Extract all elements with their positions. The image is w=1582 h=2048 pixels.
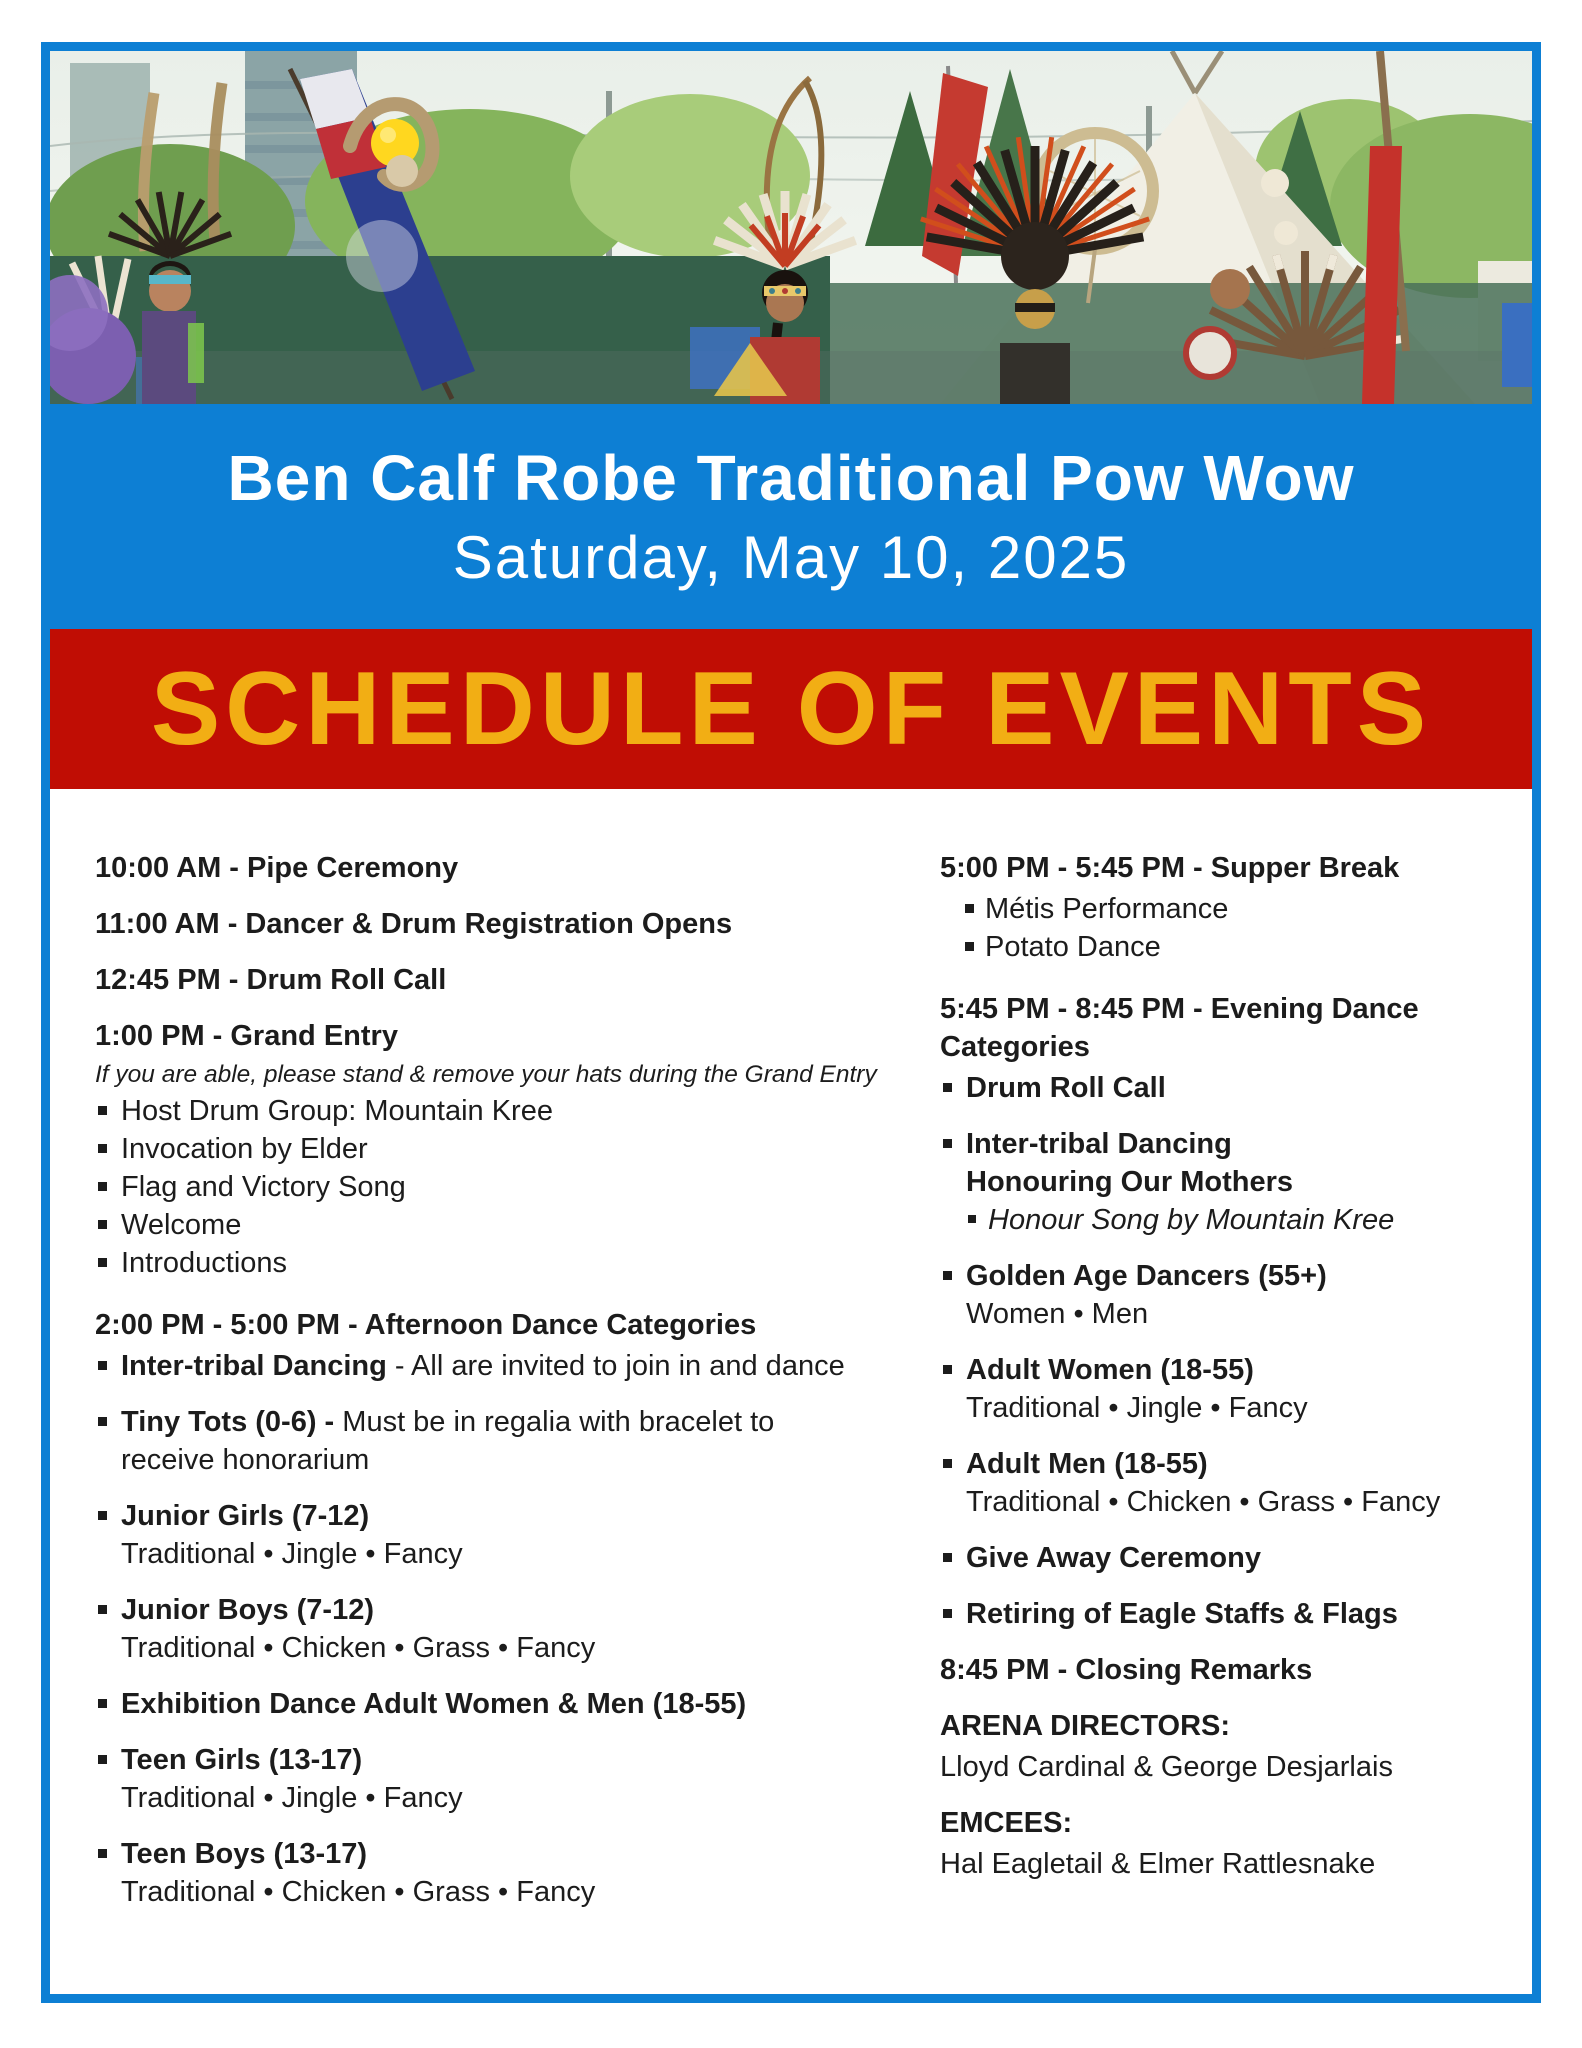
schedule-banner-title: SCHEDULE OF EVENTS: [150, 651, 1432, 767]
bullet-square-icon: [968, 1215, 976, 1223]
schedule-item: [95, 1206, 857, 1244]
schedule-item-body: [121, 1168, 857, 1206]
schedule-item: [940, 1257, 1518, 1333]
schedule-item: [940, 1445, 1518, 1521]
schedule-note: If you are able, please stand & remove your hats during the Grand Entry: [95, 1061, 877, 1088]
schedule-item: [95, 1741, 857, 1817]
schedule-subitem-label: Métis Performance: [985, 893, 1229, 925]
poster-frame: [41, 42, 1541, 2003]
schedule-item: [95, 1244, 857, 1282]
schedule-item-bold-label: Teen Girls (13-17): [121, 1744, 363, 1776]
schedule-item-bold-label: Drum Roll Call: [966, 1072, 1166, 1104]
bullet-square-icon: [98, 1182, 107, 1191]
bullet-square-icon: [98, 1417, 107, 1426]
schedule-item-subline: Traditional • Jingle • Fancy: [966, 1392, 1308, 1424]
schedule-item-body: [121, 1685, 857, 1723]
schedule-item-subline: Traditional • Chicken • Grass • Fancy: [121, 1632, 596, 1664]
schedule-item-label: Flag and Victory Song: [121, 1171, 406, 1203]
schedule-column-left: [95, 849, 877, 1929]
schedule-item: [940, 1351, 1518, 1427]
schedule-item-label: Host Drum Group: Mountain Kree: [121, 1095, 553, 1127]
powwow-photo: [50, 51, 1532, 404]
bullet-square-icon: [98, 1511, 107, 1520]
bullet-square-icon: [943, 1459, 952, 1468]
schedule-item-bold-label: Give Away Ceremony: [966, 1542, 1261, 1574]
schedule-item: [95, 1092, 857, 1130]
schedule-item-bold-label: Junior Girls (7-12): [121, 1500, 370, 1532]
schedule-item-bold-label: Teen Boys (13-17): [121, 1838, 368, 1870]
schedule-heading: 1:00 PM - Grand Entry: [95, 1020, 398, 1052]
event-title: Ben Calf Robe Traditional Pow Wow: [227, 441, 1355, 514]
schedule-item: [95, 1347, 857, 1385]
schedule-item-body: [121, 1497, 857, 1573]
bullet-square-icon: [98, 1755, 107, 1764]
schedule-item-body: [121, 1835, 857, 1911]
schedule-heading: ARENA DIRECTORS:: [940, 1710, 1231, 1742]
schedule-subitem: [940, 890, 1518, 928]
schedule-item: [940, 1125, 1518, 1239]
schedule-item-bold-label: Junior Boys (7-12): [121, 1594, 374, 1626]
schedule-item-body: [121, 1591, 857, 1667]
schedule-item-body: [966, 1257, 1518, 1333]
schedule-heading: 5:45 PM - 8:45 PM - Evening Dance Categories: [940, 993, 1419, 1063]
schedule-item-subline: Traditional • Jingle • Fancy: [121, 1538, 463, 1570]
schedule-item: [95, 1685, 857, 1723]
schedule-item-body: [121, 1244, 857, 1282]
bullet-square-icon: [98, 1220, 107, 1229]
schedule-heading: 8:45 PM - Closing Remarks: [940, 1654, 1313, 1686]
schedule-subitem-label: Honour Song by Mountain Kree: [988, 1204, 1395, 1236]
schedule-item-bold-label: Adult Women (18-55): [966, 1354, 1254, 1386]
schedule-heading: 5:00 PM - 5:45 PM - Supper Break: [940, 852, 1400, 884]
schedule-text: Hal Eagletail & Elmer Rattlesnake: [940, 1848, 1376, 1880]
schedule-item-body: [121, 1092, 857, 1130]
bullet-square-icon: [943, 1609, 952, 1618]
bullet-square-icon: [98, 1258, 107, 1267]
schedule-item: [95, 1130, 857, 1168]
schedule-item-body: [966, 1445, 1518, 1521]
schedule-item: [95, 1497, 857, 1573]
schedule-item-body: [966, 1539, 1518, 1577]
schedule-item-label: Must be in regalia with bracelet to receive honorarium: [121, 1406, 775, 1476]
bullet-square-icon: [965, 942, 974, 951]
schedule-item: [940, 1539, 1518, 1577]
schedule-item-bold-label: Tiny Tots (0-6) -: [121, 1406, 343, 1438]
schedule-item: [95, 1403, 857, 1479]
bullet-square-icon: [965, 904, 974, 913]
schedule-column-right: [940, 849, 1518, 1901]
schedule-item-body: [121, 1741, 857, 1817]
powwow-photo-svg: [50, 51, 1532, 404]
schedule-subitem: [966, 1201, 1518, 1239]
schedule-text: Lloyd Cardinal & George Desjarlais: [940, 1751, 1393, 1783]
schedule-item-bold-label: Exhibition Dance Adult Women & Men (18-55): [121, 1688, 747, 1720]
schedule-heading: 12:45 PM - Drum Roll Call: [95, 964, 447, 996]
bullet-square-icon: [943, 1271, 952, 1280]
schedule-content: [50, 789, 1532, 1993]
schedule-item-subline: Honouring Our Mothers: [966, 1166, 1294, 1198]
schedule-item-bold-label: Adult Men (18-55): [966, 1448, 1208, 1480]
bullet-square-icon: [943, 1553, 952, 1562]
schedule-item-body: [966, 1069, 1518, 1107]
schedule-subitem-label: Potato Dance: [985, 931, 1161, 963]
schedule-heading: 10:00 AM - Pipe Ceremony: [95, 852, 459, 884]
schedule-item-bold-label: Inter-tribal Dancing: [121, 1350, 387, 1382]
schedule-item-subline: Traditional • Chicken • Grass • Fancy: [966, 1486, 1441, 1518]
schedule-item-body: [966, 1595, 1518, 1633]
schedule-heading: 2:00 PM - 5:00 PM - Afternoon Dance Categories: [95, 1309, 757, 1341]
schedule-heading: EMCEES:: [940, 1807, 1073, 1839]
schedule-item-subline: Women • Men: [966, 1298, 1149, 1330]
schedule-item: [95, 1591, 857, 1667]
schedule-item-body: [121, 1130, 857, 1168]
schedule-item-body: [966, 1351, 1518, 1427]
bullet-square-icon: [943, 1083, 952, 1092]
schedule-item-label: Invocation by Elder: [121, 1133, 368, 1165]
schedule-item-subline: Traditional • Jingle • Fancy: [121, 1782, 463, 1814]
schedule-item-bold-label: Golden Age Dancers (55+): [966, 1260, 1327, 1292]
schedule-item-label: Introductions: [121, 1247, 288, 1279]
schedule-subitem: [940, 928, 1518, 966]
schedule-item-body: [966, 1125, 1518, 1239]
bullet-square-icon: [943, 1139, 952, 1148]
schedule-item: [940, 1595, 1518, 1633]
schedule-item: [95, 1835, 857, 1911]
title-banner: [50, 404, 1532, 629]
bullet-square-icon: [98, 1144, 107, 1153]
bullet-square-icon: [98, 1106, 107, 1115]
schedule-item-bold-label: Retiring of Eagle Staffs & Flags: [966, 1598, 1398, 1630]
schedule-item-body: [121, 1403, 857, 1479]
schedule-item-body: [121, 1347, 857, 1385]
schedule-item: [940, 1069, 1518, 1107]
bullet-square-icon: [98, 1361, 107, 1370]
bullet-square-icon: [943, 1365, 952, 1374]
schedule-banner: [50, 629, 1532, 789]
schedule-item-body: [121, 1206, 857, 1244]
schedule-heading: 11:00 AM - Dancer & Drum Registration Opens: [95, 908, 733, 940]
schedule-item-label: Welcome: [121, 1209, 242, 1241]
bullet-square-icon: [98, 1605, 107, 1614]
schedule-item: [95, 1168, 857, 1206]
schedule-item-subline: Traditional • Chicken • Grass • Fancy: [121, 1876, 596, 1908]
event-date: Saturday, May 10, 2025: [452, 524, 1130, 592]
schedule-item-bold-label: Inter-tribal Dancing: [966, 1128, 1232, 1160]
bullet-square-icon: [98, 1849, 107, 1858]
bullet-square-icon: [98, 1699, 107, 1708]
schedule-item-label: - All are invited to join in and dance: [386, 1350, 845, 1382]
